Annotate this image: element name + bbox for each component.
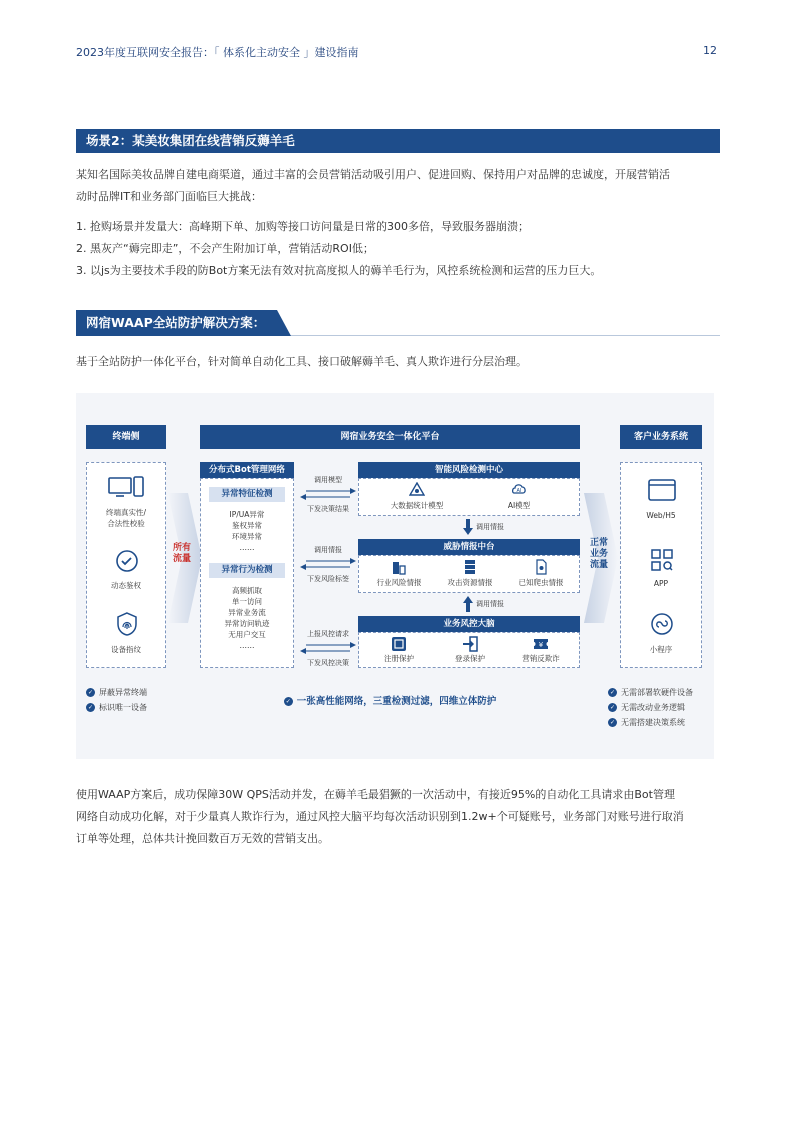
arrow-label: 下发决策结果 [307,505,349,513]
attack-intel-label: 攻击资源情报 [447,578,493,587]
server-icon [462,559,478,575]
list-item: 单一访问 [232,597,262,606]
login-icon [462,636,478,652]
risk-brain-box [358,632,580,668]
bot-network-header: 分布式Bot管理网络 [200,462,294,478]
label-line: 业务 [589,549,608,559]
down-arrow-icon [463,519,473,535]
industry-icon [391,559,407,575]
mini-program-icon [651,613,673,635]
arrow-label: 调用模型 [314,476,342,484]
double-arrow-icon [300,488,356,500]
arrow-group-risk [300,629,356,668]
check-text: 无需改动业务逻辑 [621,703,685,712]
svg-text:¥: ¥ [538,641,544,649]
section-title-solution: 网宿WAAP全站防护解决方案： [76,310,277,336]
arrow-label: 调用情报 [314,546,342,554]
label-line: 所有 [172,543,191,553]
list-item: 异常访问轨迹 [224,619,270,628]
intro-line: 某知名国际美妆品牌自建电商渠道，通过丰富的会员营销活动吸引用户、促进回购、保持用户对品牌的忠诚度，开展营销活 [76,168,670,181]
coupon-icon [533,636,549,652]
list-item: 鉴权异常 [232,521,262,530]
label-line: 流量 [172,554,191,564]
label-line: 合法性校验 [107,519,145,528]
document-icon [533,559,549,575]
double-arrow-icon [300,558,356,570]
terminal-check-label [87,507,165,529]
right-check-item [608,687,693,698]
left-check-item [86,687,147,698]
browser-icon [648,479,676,501]
ai-model-icon [511,482,527,498]
challenge-item: 2. 黑灰产“薅完即走”，不会产生附加订单，营销活动ROI低； [76,242,374,255]
label-line: 流量 [589,560,608,570]
customer-system-box [620,462,702,668]
check-icon: ✓ [609,704,616,711]
scenario-intro [76,164,720,208]
big-data-label: 大数据统计模型 [390,501,444,510]
app-grid-icon [651,549,673,571]
fingerprint-icon [115,611,139,637]
v-arrow-label: 调用情报 [476,523,504,531]
solution-intro [76,351,720,373]
normal-traffic-label [587,538,611,571]
result-line: 使用WAAP方案后，成功保障30W QPS活动并发，在薅羊毛最猖獗的一次活动中，有接近95%的自动化工具请求由Bot管理 [76,788,675,801]
check-icon: ✓ [285,698,291,705]
customer-system-header: 客户业务系统 [620,425,702,449]
terminal-side-header: 终端侧 [86,425,166,449]
solution-intro-text: 基于全站防护一体化平台，针对简单自动化工具、接口破解薅羊毛、真人欺诈进行分层治理。 [76,355,527,368]
arrow-label: 下发风险标签 [307,575,349,583]
login-protect-label: 登录保护 [455,654,485,663]
list-item: …… [239,543,255,552]
crawler-intel-label: 已知爬虫情报 [518,578,564,587]
check-icon: ✓ [609,689,616,696]
terminal-side-box [86,462,166,668]
feature-detect-header: 异常特征检测 [209,487,285,502]
app-label: APP [653,579,669,588]
intro-line: 动时品牌IT和业务部门面临巨大挑战： [76,190,262,203]
arrow-group-model [300,475,356,514]
all-traffic-label [170,543,194,565]
label-line: 终端真实性/ [105,508,147,517]
check-icon: ✓ [87,704,94,711]
platform-header: 网宿业务安全一体化平台 [200,425,580,449]
check-text: 标识唯一设备 [99,703,147,712]
result-paragraph [76,784,720,850]
risk-detect-header: 智能风险检测中心 [358,462,580,478]
check-text: 屏蔽异常终端 [99,688,147,697]
web-h5-label: Web/H5 [646,511,676,520]
check-text: 无需搭建决策系统 [621,718,685,727]
arrow-label: 上报风控请求 [307,630,349,638]
v-arrow-label: 调用情报 [476,600,504,608]
double-arrow-icon [300,642,356,654]
register-icon [391,636,407,652]
left-check-item [86,702,147,713]
architecture-diagram [76,393,714,759]
up-arrow-icon [463,596,473,612]
devices-icon [87,475,165,504]
risk-brain-header: 业务风控大脑 [358,616,580,632]
behavior-detect-header: 异常行为检测 [209,563,285,578]
list-item: 高频抓取 [232,586,262,595]
mini-program-label: 小程序 [649,645,673,654]
device-fingerprint-label: 设备指纹 [111,645,141,654]
list-item: 异常业务流 [228,608,266,617]
threat-intel-header: 威胁情报中台 [358,539,580,555]
auth-badge-icon [115,549,139,573]
platform-slogan [200,693,580,707]
dynamic-auth-label: 动态鉴权 [111,581,141,590]
behavior-detect-list [201,585,293,651]
challenge-item: 3. 以js为主要技术手段的防Bot方案无法有效对抗高度拟人的薅羊毛行为，风控系统检测和运营的压力巨大。 [76,264,602,277]
check-text: 无需部署软硬件设备 [621,688,693,697]
check-icon: ✓ [87,689,94,696]
bot-network-box [200,478,294,668]
list-item: 无用户交互 [228,630,266,639]
result-line: 网络自动成功化解，对于少量真人欺诈行为，通过风控大脑平均每次活动识别到1.2w+个可疑账号，业务部门对账号进行取消 [76,810,684,823]
svg-text:AI: AI [516,488,522,494]
big-data-icon [409,482,425,498]
list-item: 环境异常 [232,532,262,541]
report-title: 2023年度互联网安全报告：「 体系化主动安全 」建设指南 [76,46,359,59]
section-title-scenario: 场景2：某美妆集团在线营销反薅羊毛 [76,129,720,153]
challenge-list [76,216,720,282]
slogan-text: 一张高性能网络，三重检测过滤，四维立体防护 [296,696,497,707]
threat-intel-box [358,555,580,593]
right-check-item [608,702,685,713]
feature-detect-list [201,509,293,553]
arrow-group-intel [300,545,356,584]
result-line: 订单等处理，总体共计挽回数百万无效的营销支出。 [76,832,329,845]
check-icon: ✓ [609,719,616,726]
right-check-item [608,717,685,728]
industry-intel-label: 行业风险情报 [376,578,422,587]
section-title-solution-bar [76,310,720,336]
risk-detect-box [358,478,580,516]
list-item: …… [239,641,255,650]
register-protect-label: 注册保护 [384,654,414,663]
challenge-item: 1. 抢购场景并发量大：高峰期下单、加购等接口访问量是日常的300多倍，导致服务器崩溃； [76,220,529,233]
marketing-fraud-label: 营销反欺诈 [522,654,560,663]
page-number: 12 [703,44,717,57]
arrow-label: 下发风控决策 [307,659,349,667]
page-header [76,44,717,60]
label-line: 正常 [589,538,608,548]
ai-model-label: AI模型 [507,501,531,510]
list-item: IP/UA异常 [229,510,265,519]
